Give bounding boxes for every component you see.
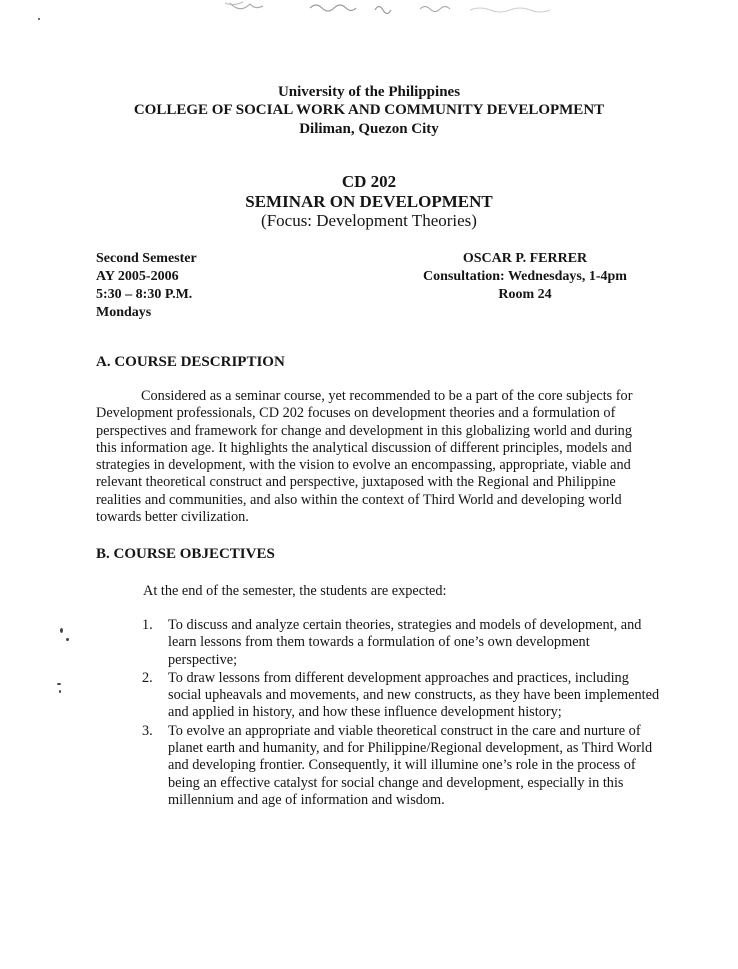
scan-speck [66, 638, 69, 641]
schedule-block [96, 250, 197, 322]
semester: Second Semester [96, 251, 197, 266]
instructor-block [400, 250, 650, 304]
item-text: To discuss and analyze certain theories, strategies and models of development, and learn lessons from them towards a formulation of one’s own development perspective; [168, 617, 642, 668]
objectives-list [140, 617, 660, 810]
instructor-name: OSCAR P. FERRER [462, 251, 588, 266]
scan-speck [57, 683, 61, 685]
course-focus: (Focus: Development Theories) [261, 211, 477, 230]
course-code: CD 202 [341, 172, 397, 191]
room: Room 24 [498, 287, 552, 302]
university-name: University of the Philippines [277, 84, 461, 100]
college-name: COLLEGE OF SOCIAL WORK AND COMMUNITY DEVELOPMENT [133, 102, 605, 118]
consultation-hours: Consultation: Wednesdays, 1-4pm [423, 269, 627, 284]
list-item [140, 617, 660, 669]
objectives-intro: At the end of the semester, the students are expected: [143, 583, 447, 599]
scan-speck [38, 18, 40, 20]
list-item [140, 670, 660, 722]
class-day: Mondays [96, 305, 152, 320]
course-title: SEMINAR ON DEVELOPMENT [245, 192, 493, 211]
item-number: 2. [142, 669, 153, 686]
course-description-text: Considered as a seminar course, yet recommended to be a part of the core subjects for Development professionals, CD 202 focuses on development theories and a formulation of perspectives and framework for change and development in this globalizing world and during this information age. It highlights the analytical discussion of different principles, models and strategies in development, with the vision to evolve an encompassing, appropriate, viable and relevant theoretical construct and perspective, juxtaposed with the Regional and Philippine realities and communities, and also within the context of Third World and developing world towards better civilization. [96, 388, 633, 526]
item-text: To evolve an appropriate and viable theoretical construct in the care and nurture of planet earth and humanity, and for Philippine/Regional development, as Third World and developing frontier. Consequently, it will illumine one’s role in the process of being an effective catalyst for social change and development, especially in this millennium and age of information and wisdom. [168, 722, 653, 808]
scan-speck [59, 690, 61, 693]
list-item [140, 723, 660, 809]
campus-location: Diliman, Quezon City [299, 121, 439, 137]
section-heading-objectives: B. COURSE OBJECTIVES [96, 546, 275, 562]
scan-speck [60, 628, 63, 633]
item-text: To draw lessons from different development approaches and practices, including social upheavals and movements, and new constructs, as they have been implemented and applied in history, and how these influence development history; [168, 669, 660, 721]
handwriting-scribble [225, 0, 585, 22]
academic-year: AY 2005-2006 [96, 269, 179, 284]
item-number: 1. [142, 617, 153, 633]
item-number: 3. [142, 722, 153, 739]
section-heading-description: A. COURSE DESCRIPTION [96, 354, 285, 370]
class-time: 5:30 – 8:30 P.M. [96, 287, 193, 302]
